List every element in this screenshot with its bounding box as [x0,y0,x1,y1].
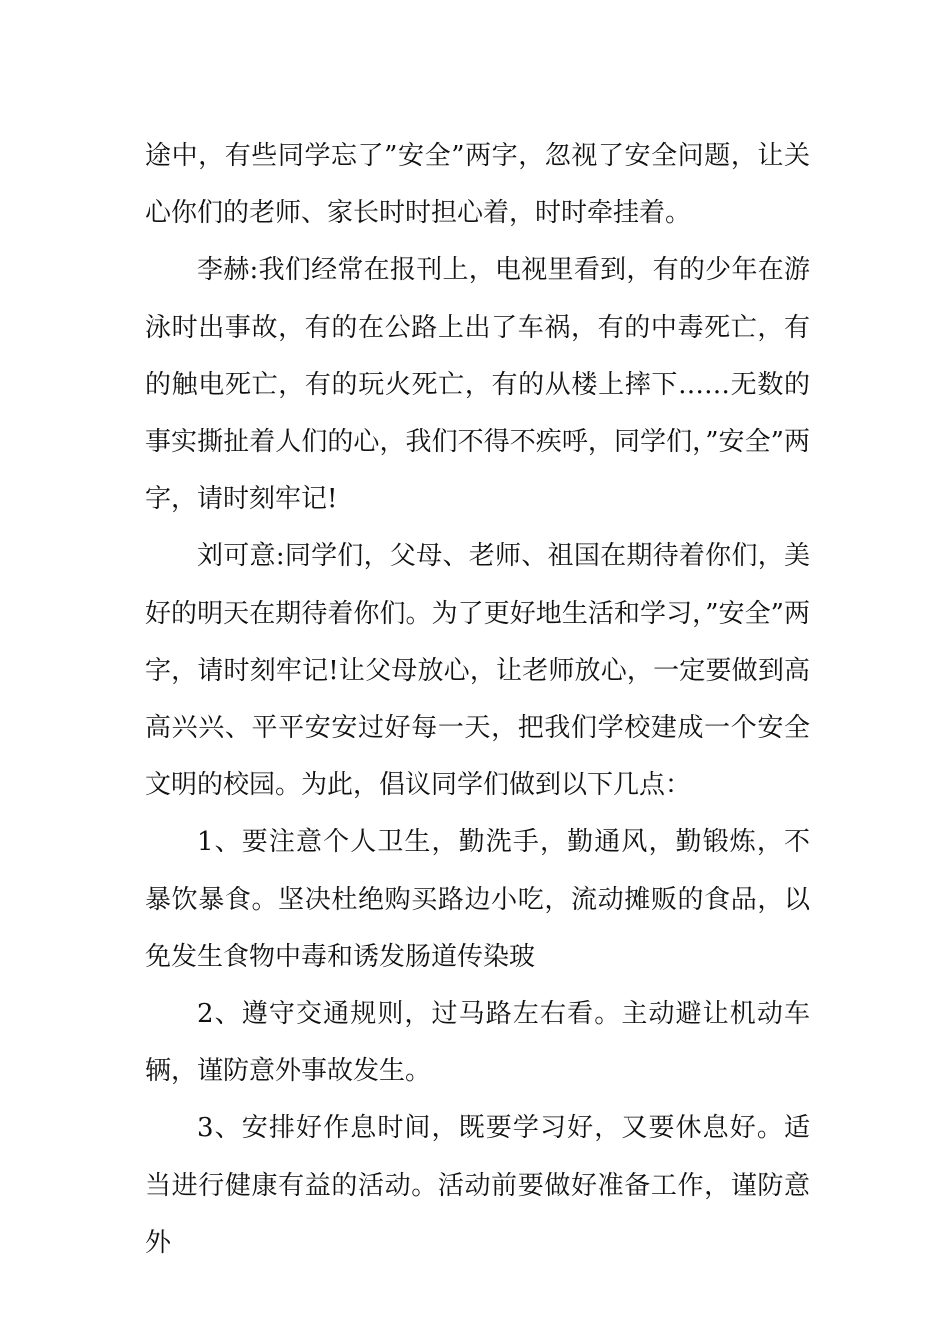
paragraph-6: 3、安排好作息时间，既要学习好，又要休息好。适当进行健康有益的活动。活动前要做好准备工作，谨防意外 [145,1113,810,1258]
paragraph-2: 李赫:我们经常在报刊上，电视里看到，有的少年在游泳时出事故，有的在公路上出了车祸，有的中毒死亡，有的触电死亡，有的玩火死亡，有的从楼上摔下……无数的事实撕扯着人们的心，我们不得不疾呼，同学们，”安全”两字，请时刻牢记! [145,255,810,515]
paragraph-4: 1、要注意个人卫生，勤洗手，勤通风，勤锻炼，不暴饮暴食。坚决杜绝购买路边小吃，流动摊贩的食品，以免发生食物中毒和诱发肠道传染玻 [145,827,810,972]
paragraph-5: 2、遵守交通规则，过马路左右看。主动避让机动车辆，谨防意外事故发生。 [145,999,810,1087]
paragraph-1: 途中，有些同学忘了”安全”两字，忽视了安全问题，让关心你们的老师、家长时时担心着，时时牵挂着。 [145,141,810,229]
document-body [145,128,810,1272]
paragraph-3: 刘可意:同学们，父母、老师、祖国在期待着你们，美好的明天在期待着你们。为了更好地生活和学习，”安全”两字，请时刻牢记!让父母放心，让老师放心，一定要做到高高兴兴、平平安安过好每一天，把我们学校建成一个安全文明的校园。为此，倡议同学们做到以下几点： [145,541,810,801]
